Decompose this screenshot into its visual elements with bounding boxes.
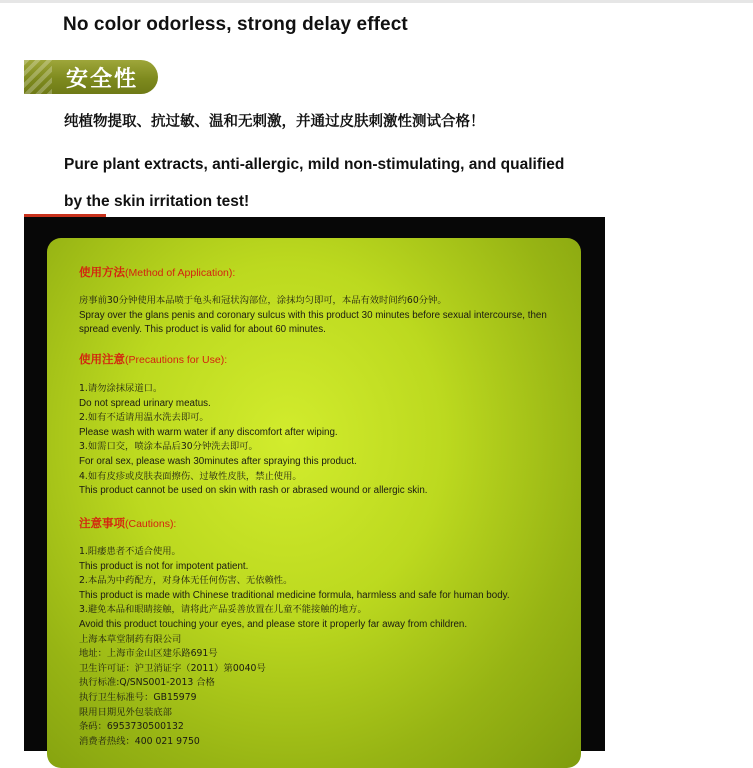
safety-text-cn: 纯植物提取、抗过敏、温和无刺激，并通过皮肤刺激性测试合格！ [64,114,485,130]
cautions-line: This product is not for impotent patient. [79,560,249,572]
cautions-section [79,515,510,749]
safety-badge [24,60,158,94]
precautions-section [79,351,428,499]
cautions-title [79,515,510,531]
precautions-line: 2.如有不适请用温水洗去即可。 [79,412,209,424]
cautions-line: 2.本品为中药配方，对身体无任何伤害、无依赖性。 [79,575,293,587]
cautions-title-en: (Cautions): [125,518,177,530]
method-line: Spray over the glans penis and coronary sulcus with this product 30 minutes before sexual intercourse, then [79,309,547,321]
headline: No color odorless, strong delay effect [63,14,408,35]
method-section [79,264,547,338]
cautions-line: Avoid this product touching your eyes, and please store it properly far away from children. [79,618,468,630]
precautions-line: This product cannot be used on skin with rash or abrased wound or allergic skin. [79,485,428,497]
top-border [0,0,753,3]
cautions-line: This product is made with Chinese traditional medicine formula, harmless and safe for human body. [79,589,510,601]
method-title-en: (Method of Application): [125,267,236,279]
safety-badge-label: 安全性 [66,67,139,92]
company-address: 地址：上海市金山区建乐路691号 [79,648,218,660]
cautions-line: 1.阳痿患者不适合使用。 [79,546,181,557]
precautions-title-cn: 使用注意 [79,354,125,366]
precautions-title-en: (Precautions for Use): [125,354,228,366]
cautions-line: 3.避免本品和眼睛接触，请将此产品妥善放置在儿童不能接触的地方。 [79,604,367,616]
precautions-line: For oral sex, please wash 30minutes after spraying this product. [79,455,357,467]
precautions-line: Do not spread urinary meatus. [79,397,211,409]
hygiene-standard: 执行卫生标准号：GB15979 [79,691,197,703]
precautions-line: 4.如有皮疹或皮肤表面擦伤、过敏性皮肤，禁止使用。 [79,470,302,482]
company-name: 上海本草堂制药有限公司 [79,633,182,645]
precautions-line: 3.如需口交，喷涂本品后30分钟洗去即可。 [79,441,258,453]
consumer-hotline: 消费者热线：400 021 9750 [79,735,200,747]
expiry-note: 限用日期见外包装底部 [79,706,172,718]
hygiene-license: 卫生许可证：沪卫消证字（2011）第0040号 [79,662,266,674]
method-title [79,264,547,280]
method-title-cn: 使用方法 [79,267,125,279]
method-line: spread evenly. This product is valid for about 60 minutes. [79,324,326,336]
safety-text-en: Pure plant extracts, anti-allergic, mild non-stimulating, and qualified by the skin irritation test! [64,156,565,210]
barcode: 条码：6953730500132 [79,721,184,733]
cautions-title-cn: 注意事项 [79,518,125,530]
precautions-line: Please wash with warm water if any discomfort after wiping. [79,426,338,438]
method-line: 房事前30分钟使用本品喷于龟头和冠状沟部位，涂抹均匀即可，本品有效时间约60分钟。 [79,295,447,306]
precautions-title [79,351,428,367]
execution-standard: 执行标准:Q/SNS001-2013 合格 [79,677,215,689]
precautions-line: 1.请勿涂抹尿道口。 [79,383,163,394]
